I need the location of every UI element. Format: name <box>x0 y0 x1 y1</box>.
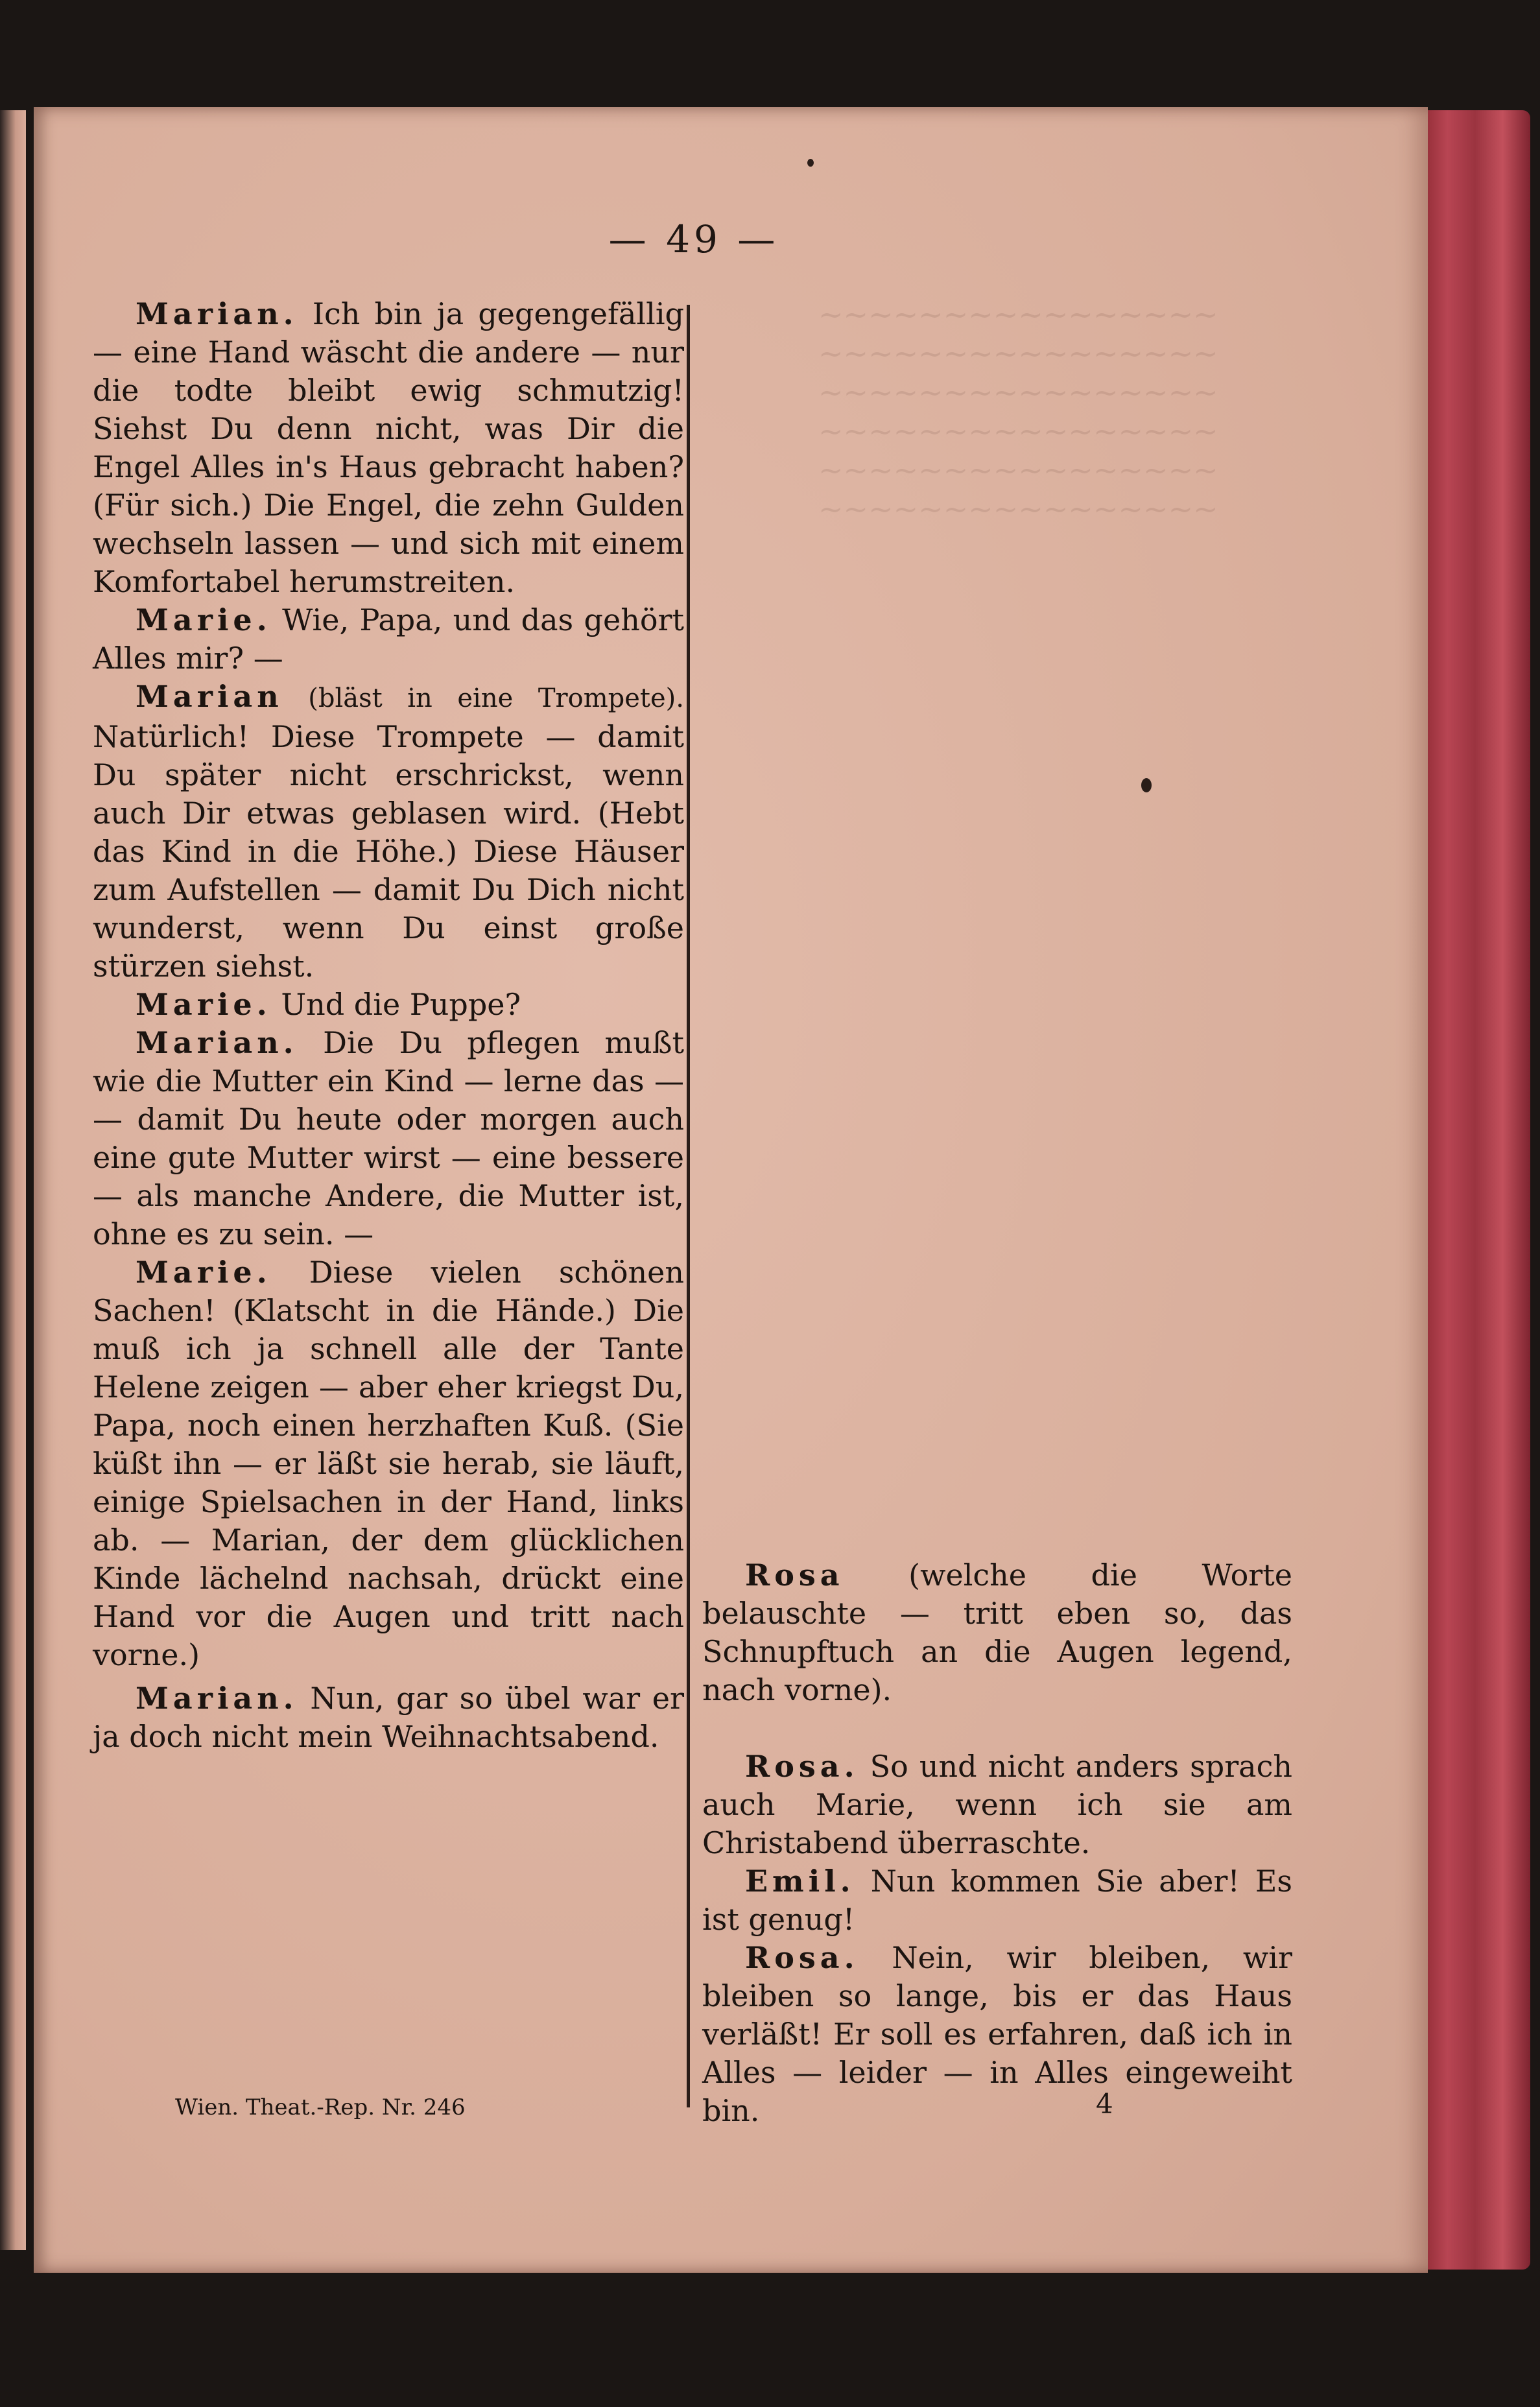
speaker-name: Marian <box>136 679 283 714</box>
speech-text: Und die Puppe? <box>271 987 521 1022</box>
speech <box>93 295 684 601</box>
right-column-bottom <box>702 1748 1292 2130</box>
speaker-name: Rosa. <box>745 1940 859 1975</box>
speech-text: Natürlich! Diese Trompete — damit Du später nicht erschrickst, wenn auch Dir etwas geblasen wird. (Hebt das Kind in die Höhe.) Diese Häuser zum Aufstellen — damit Du Dich nicht wunderst, wenn Du einst große stürzen siehst. <box>93 719 684 984</box>
speech <box>702 1862 1292 1939</box>
speaker-name: Rosa <box>745 1558 844 1593</box>
speaker-name: Marian. <box>136 1025 298 1060</box>
speaker-name: Marian. <box>136 1681 298 1716</box>
speech <box>702 1556 1292 1709</box>
speech-text: Nein, wir bleiben, wir bleiben so lange, bis er das Haus verläßt! Er soll es erfahren, daß ich in Alles — leider — in Alles eingeweiht bin. <box>702 1940 1292 2128</box>
speech-text: So und nicht anders sprach auch Marie, wenn ich sie am Christabend überraschte. <box>702 1749 1292 1860</box>
left-column-final-speech <box>93 1679 684 1756</box>
left-column <box>93 295 684 1674</box>
speech <box>93 1024 684 1253</box>
speaker-name: Marie. <box>136 1255 272 1290</box>
speaker-name: Marie. <box>136 987 272 1022</box>
speaker-name: Emil. <box>745 1864 855 1899</box>
speech <box>702 1748 1292 1862</box>
speaker-name: Rosa. <box>745 1749 859 1784</box>
speech-text: (welche die Worte belauschte — tritt eben so, das Schnupftuch an die Augen legend, nach vorne). <box>702 1558 1292 1707</box>
ink-speck <box>1141 778 1152 792</box>
speech <box>93 1679 684 1756</box>
footer-imprint: Wien. Theat.-Rep. Nr. 246 <box>175 2094 466 2120</box>
speech-text: Wie, Papa, und das gehört Alles mir? — <box>93 602 684 676</box>
signature-mark: 4 <box>1096 2088 1113 2120</box>
ink-speck <box>807 159 814 167</box>
stage-direction: (bläst in eine Trompete). <box>283 683 684 713</box>
column-divider <box>687 305 690 2107</box>
speaker-name: Marie. <box>136 602 272 637</box>
speech <box>93 601 684 678</box>
speech-text: Die Du pflegen mußt wie die Mutter ein Kind — lerne das — — damit Du heute oder morgen auch eine gute Mutter wirst — eine bessere — als manche Andere, die Mutter ist, ohne es zu sein. — <box>93 1025 684 1251</box>
speaker-name: Marian. <box>136 296 298 331</box>
bleed-through-text: ~~~~~~~~~~~~~~~~ ~~~~~~~~~~~~~~~~ ~~~~~~~~~~~~~~~~ ~~~~~~~~~~~~~~~~ ~~~~~~~~~~~~~~~~ ~~~~~~~~~~~~~~~~ <box>818 297 1218 527</box>
speech-text: Nun kommen Sie aber! Es ist genug! <box>702 1864 1292 1937</box>
speech <box>93 678 684 986</box>
adjacent-page-edge <box>0 110 26 2250</box>
speech-text: Nun, gar so übel war er ja doch nicht mein Weihnachtsabend. <box>93 1681 684 1754</box>
speech-text: Diese vielen schönen Sachen! (Klatscht in die Hände.) Die muß ich ja schnell alle der Tante Helene zeigen — aber eher kriegst Du, Papa, noch einen herzhaften Kuß. (Sie küßt ihn — er läßt sie herab, sie läuft, einige Spielsachen in der Hand, links ab. — Marian, der dem glücklichen Kinde lächelnd nachsah, drückt eine Hand vor die Augen und tritt nach vorne.) <box>93 1255 684 1672</box>
book-edge <box>1420 110 1530 2270</box>
speech-text: Ich bin ja gegengefällig — eine Hand wäscht die andere — nur die todte bleibt ewig schmutzig! Siehst Du denn nicht, was Dir die Engel Alles in's Haus gebracht haben? (Für sich.) Die Engel, die zehn Gulden wechseln lassen — und sich mit einem Komfortabel herumstreiten. <box>93 296 684 599</box>
page-number: — 49 — <box>608 217 779 261</box>
right-column-top <box>702 1556 1292 1709</box>
speech <box>702 1939 1292 2130</box>
speech <box>93 1253 684 1674</box>
speech <box>93 986 684 1024</box>
